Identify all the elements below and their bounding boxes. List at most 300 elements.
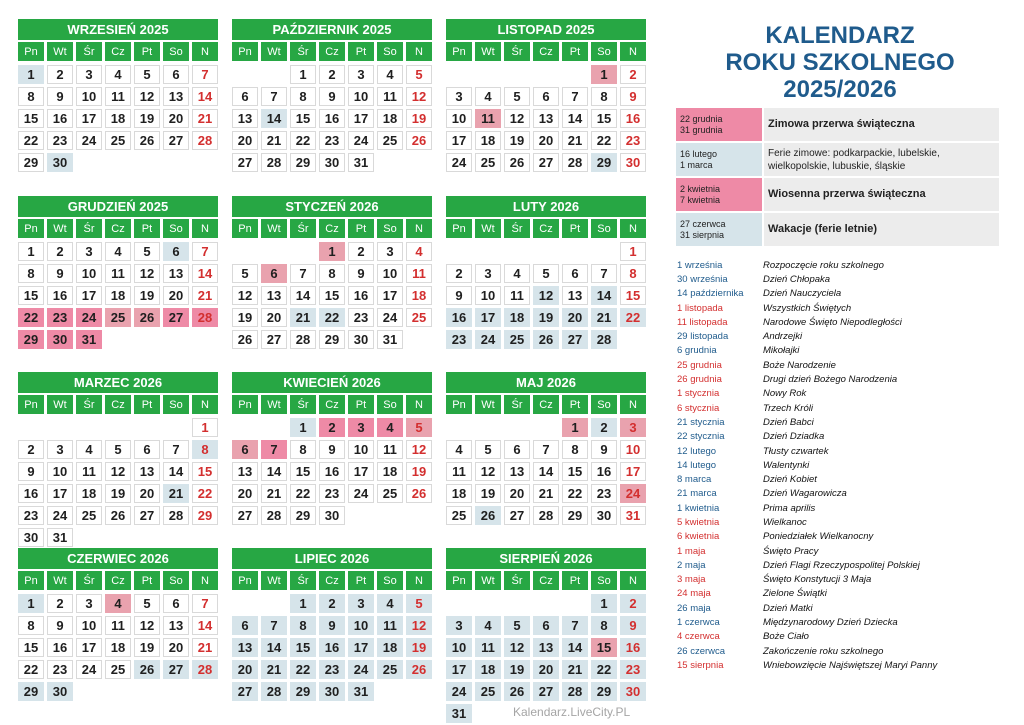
day-cell[interactable]: 16 (620, 109, 646, 128)
day-cell[interactable]: 1 (591, 594, 617, 613)
day-cell[interactable]: 15 (319, 286, 345, 305)
day-cell[interactable]: 4 (475, 616, 501, 635)
day-cell[interactable]: 4 (475, 87, 501, 106)
day-cell[interactable]: 27 (134, 506, 160, 525)
day-cell[interactable]: 20 (533, 131, 559, 150)
day-cell[interactable]: 23 (319, 131, 345, 150)
day-cell[interactable]: 7 (261, 440, 287, 459)
day-cell[interactable]: 1 (319, 242, 345, 261)
day-cell[interactable]: 8 (319, 264, 345, 283)
day-cell[interactable]: 27 (232, 506, 258, 525)
day-cell[interactable]: 12 (134, 264, 160, 283)
day-cell[interactable]: 5 (406, 594, 432, 613)
day-cell[interactable]: 17 (446, 131, 472, 150)
day-cell[interactable]: 15 (620, 286, 646, 305)
day-cell[interactable]: 11 (377, 616, 403, 635)
day-cell[interactable]: 17 (475, 308, 501, 327)
day-cell[interactable]: 28 (261, 682, 287, 701)
day-cell[interactable]: 9 (319, 440, 345, 459)
day-cell[interactable]: 9 (348, 264, 374, 283)
day-cell[interactable]: 9 (591, 440, 617, 459)
day-cell[interactable]: 16 (18, 484, 44, 503)
day-cell[interactable]: 28 (261, 506, 287, 525)
day-cell[interactable]: 10 (47, 462, 73, 481)
day-cell[interactable]: 18 (105, 109, 131, 128)
day-cell[interactable]: 11 (475, 638, 501, 657)
day-cell[interactable]: 22 (620, 308, 646, 327)
day-cell[interactable]: 17 (76, 109, 102, 128)
day-cell[interactable]: 2 (47, 65, 73, 84)
day-cell[interactable]: 31 (348, 153, 374, 172)
day-cell[interactable]: 18 (406, 286, 432, 305)
day-cell[interactable]: 16 (47, 109, 73, 128)
day-cell[interactable]: 2 (620, 594, 646, 613)
day-cell[interactable]: 22 (18, 308, 44, 327)
day-cell[interactable]: 5 (504, 616, 530, 635)
day-cell[interactable]: 20 (533, 660, 559, 679)
day-cell[interactable]: 18 (76, 484, 102, 503)
day-cell[interactable]: 22 (290, 131, 316, 150)
day-cell[interactable]: 30 (319, 506, 345, 525)
day-cell[interactable]: 16 (319, 462, 345, 481)
day-cell[interactable]: 11 (377, 87, 403, 106)
day-cell[interactable]: 23 (18, 506, 44, 525)
day-cell[interactable]: 12 (504, 638, 530, 657)
day-cell[interactable]: 20 (261, 308, 287, 327)
day-cell[interactable]: 24 (620, 484, 646, 503)
day-cell[interactable]: 29 (319, 330, 345, 349)
day-cell[interactable]: 2 (319, 418, 345, 437)
day-cell[interactable]: 11 (377, 440, 403, 459)
day-cell[interactable]: 27 (504, 506, 530, 525)
day-cell[interactable]: 5 (232, 264, 258, 283)
day-cell[interactable]: 30 (47, 153, 73, 172)
day-cell[interactable]: 15 (192, 462, 218, 481)
day-cell[interactable]: 13 (562, 286, 588, 305)
day-cell[interactable]: 5 (475, 440, 501, 459)
day-cell[interactable]: 24 (348, 131, 374, 150)
day-cell[interactable]: 7 (562, 87, 588, 106)
day-cell[interactable]: 8 (290, 616, 316, 635)
day-cell[interactable]: 16 (319, 638, 345, 657)
day-cell[interactable]: 26 (406, 484, 432, 503)
day-cell[interactable]: 17 (620, 462, 646, 481)
day-cell[interactable]: 3 (446, 87, 472, 106)
day-cell[interactable]: 23 (47, 308, 73, 327)
day-cell[interactable]: 6 (533, 616, 559, 635)
day-cell[interactable]: 4 (105, 242, 131, 261)
day-cell[interactable]: 16 (47, 638, 73, 657)
day-cell[interactable]: 5 (134, 242, 160, 261)
day-cell[interactable]: 24 (76, 308, 102, 327)
day-cell[interactable]: 21 (261, 131, 287, 150)
day-cell[interactable]: 9 (446, 286, 472, 305)
day-cell[interactable]: 4 (406, 242, 432, 261)
day-cell[interactable]: 6 (232, 616, 258, 635)
day-cell[interactable]: 27 (163, 308, 189, 327)
day-cell[interactable]: 31 (47, 528, 73, 547)
day-cell[interactable]: 22 (591, 131, 617, 150)
day-cell[interactable]: 18 (446, 484, 472, 503)
day-cell[interactable]: 29 (290, 506, 316, 525)
day-cell[interactable]: 18 (475, 660, 501, 679)
day-cell[interactable]: 3 (348, 594, 374, 613)
day-cell[interactable]: 13 (232, 462, 258, 481)
day-cell[interactable]: 3 (446, 616, 472, 635)
day-cell[interactable]: 4 (105, 65, 131, 84)
day-cell[interactable]: 23 (591, 484, 617, 503)
day-cell[interactable]: 27 (562, 330, 588, 349)
day-cell[interactable]: 20 (232, 484, 258, 503)
day-cell[interactable]: 8 (562, 440, 588, 459)
day-cell[interactable]: 24 (348, 660, 374, 679)
day-cell[interactable]: 26 (406, 131, 432, 150)
day-cell[interactable]: 24 (446, 682, 472, 701)
day-cell[interactable]: 8 (18, 616, 44, 635)
day-cell[interactable]: 12 (504, 109, 530, 128)
day-cell[interactable]: 7 (192, 594, 218, 613)
day-cell[interactable]: 28 (192, 660, 218, 679)
day-cell[interactable]: 16 (319, 109, 345, 128)
day-cell[interactable]: 23 (620, 131, 646, 150)
day-cell[interactable]: 28 (533, 506, 559, 525)
day-cell[interactable]: 15 (562, 462, 588, 481)
day-cell[interactable]: 27 (163, 660, 189, 679)
day-cell[interactable]: 5 (406, 65, 432, 84)
day-cell[interactable]: 12 (406, 440, 432, 459)
day-cell[interactable]: 24 (475, 330, 501, 349)
day-cell[interactable]: 19 (134, 638, 160, 657)
day-cell[interactable]: 6 (163, 242, 189, 261)
day-cell[interactable]: 19 (232, 308, 258, 327)
day-cell[interactable]: 9 (18, 462, 44, 481)
day-cell[interactable]: 18 (105, 286, 131, 305)
day-cell[interactable]: 7 (192, 65, 218, 84)
day-cell[interactable]: 30 (18, 528, 44, 547)
day-cell[interactable]: 25 (377, 484, 403, 503)
day-cell[interactable]: 11 (76, 462, 102, 481)
day-cell[interactable]: 30 (319, 682, 345, 701)
day-cell[interactable]: 16 (47, 286, 73, 305)
day-cell[interactable]: 30 (620, 153, 646, 172)
day-cell[interactable]: 7 (533, 440, 559, 459)
day-cell[interactable]: 28 (562, 153, 588, 172)
day-cell[interactable]: 10 (348, 87, 374, 106)
day-cell[interactable]: 18 (504, 308, 530, 327)
day-cell[interactable]: 6 (504, 440, 530, 459)
day-cell[interactable]: 30 (591, 506, 617, 525)
day-cell[interactable]: 15 (290, 638, 316, 657)
day-cell[interactable]: 29 (591, 682, 617, 701)
day-cell[interactable]: 13 (232, 638, 258, 657)
day-cell[interactable]: 8 (290, 440, 316, 459)
day-cell[interactable]: 3 (620, 418, 646, 437)
day-cell[interactable]: 4 (377, 594, 403, 613)
day-cell[interactable]: 7 (261, 87, 287, 106)
day-cell[interactable]: 21 (591, 308, 617, 327)
day-cell[interactable]: 25 (475, 153, 501, 172)
day-cell[interactable]: 29 (18, 330, 44, 349)
day-cell[interactable]: 3 (348, 418, 374, 437)
day-cell[interactable]: 19 (134, 109, 160, 128)
day-cell[interactable]: 4 (377, 65, 403, 84)
day-cell[interactable]: 14 (533, 462, 559, 481)
day-cell[interactable]: 3 (76, 65, 102, 84)
day-cell[interactable]: 6 (232, 440, 258, 459)
day-cell[interactable]: 27 (533, 153, 559, 172)
day-cell[interactable]: 14 (192, 616, 218, 635)
day-cell[interactable]: 4 (446, 440, 472, 459)
day-cell[interactable]: 13 (232, 109, 258, 128)
day-cell[interactable]: 3 (377, 242, 403, 261)
day-cell[interactable]: 11 (105, 616, 131, 635)
day-cell[interactable]: 28 (562, 682, 588, 701)
day-cell[interactable]: 14 (261, 638, 287, 657)
day-cell[interactable]: 20 (562, 308, 588, 327)
day-cell[interactable]: 27 (261, 330, 287, 349)
day-cell[interactable]: 31 (377, 330, 403, 349)
day-cell[interactable]: 20 (163, 286, 189, 305)
day-cell[interactable]: 13 (533, 109, 559, 128)
day-cell[interactable]: 11 (504, 286, 530, 305)
day-cell[interactable]: 9 (319, 87, 345, 106)
day-cell[interactable]: 8 (18, 264, 44, 283)
day-cell[interactable]: 29 (290, 153, 316, 172)
day-cell[interactable]: 1 (562, 418, 588, 437)
day-cell[interactable]: 19 (105, 484, 131, 503)
day-cell[interactable]: 24 (47, 506, 73, 525)
day-cell[interactable]: 10 (377, 264, 403, 283)
day-cell[interactable]: 6 (163, 65, 189, 84)
day-cell[interactable]: 25 (377, 131, 403, 150)
day-cell[interactable]: 20 (163, 109, 189, 128)
day-cell[interactable]: 9 (47, 264, 73, 283)
day-cell[interactable]: 3 (47, 440, 73, 459)
day-cell[interactable]: 7 (163, 440, 189, 459)
day-cell[interactable]: 14 (261, 109, 287, 128)
day-cell[interactable]: 12 (105, 462, 131, 481)
day-cell[interactable]: 13 (261, 286, 287, 305)
day-cell[interactable]: 26 (134, 131, 160, 150)
day-cell[interactable]: 17 (76, 286, 102, 305)
day-cell[interactable]: 21 (533, 484, 559, 503)
day-cell[interactable]: 29 (18, 682, 44, 701)
day-cell[interactable]: 19 (533, 308, 559, 327)
day-cell[interactable]: 22 (18, 660, 44, 679)
day-cell[interactable]: 11 (406, 264, 432, 283)
day-cell[interactable]: 19 (475, 484, 501, 503)
day-cell[interactable]: 15 (290, 109, 316, 128)
day-cell[interactable]: 24 (76, 660, 102, 679)
day-cell[interactable]: 18 (105, 638, 131, 657)
day-cell[interactable]: 16 (348, 286, 374, 305)
day-cell[interactable]: 10 (446, 109, 472, 128)
day-cell[interactable]: 7 (591, 264, 617, 283)
day-cell[interactable]: 6 (134, 440, 160, 459)
day-cell[interactable]: 9 (47, 87, 73, 106)
day-cell[interactable]: 1 (290, 65, 316, 84)
day-cell[interactable]: 12 (533, 286, 559, 305)
day-cell[interactable]: 6 (261, 264, 287, 283)
day-cell[interactable]: 15 (18, 638, 44, 657)
day-cell[interactable]: 13 (504, 462, 530, 481)
day-cell[interactable]: 30 (348, 330, 374, 349)
day-cell[interactable]: 15 (591, 638, 617, 657)
day-cell[interactable]: 22 (591, 660, 617, 679)
day-cell[interactable]: 18 (377, 462, 403, 481)
day-cell[interactable]: 3 (76, 242, 102, 261)
day-cell[interactable]: 1 (620, 242, 646, 261)
day-cell[interactable]: 19 (406, 462, 432, 481)
day-cell[interactable]: 22 (290, 484, 316, 503)
day-cell[interactable]: 25 (76, 506, 102, 525)
day-cell[interactable]: 25 (406, 308, 432, 327)
day-cell[interactable]: 22 (290, 660, 316, 679)
day-cell[interactable]: 8 (591, 87, 617, 106)
day-cell[interactable]: 10 (446, 638, 472, 657)
day-cell[interactable]: 9 (620, 616, 646, 635)
day-cell[interactable]: 25 (105, 131, 131, 150)
day-cell[interactable]: 21 (261, 660, 287, 679)
day-cell[interactable]: 26 (134, 660, 160, 679)
day-cell[interactable]: 8 (290, 87, 316, 106)
day-cell[interactable]: 4 (76, 440, 102, 459)
day-cell[interactable]: 12 (232, 286, 258, 305)
day-cell[interactable]: 26 (232, 330, 258, 349)
day-cell[interactable]: 2 (319, 65, 345, 84)
day-cell[interactable]: 4 (504, 264, 530, 283)
day-cell[interactable]: 24 (446, 153, 472, 172)
day-cell[interactable]: 3 (348, 65, 374, 84)
day-cell[interactable]: 17 (348, 109, 374, 128)
day-cell[interactable]: 2 (18, 440, 44, 459)
day-cell[interactable]: 8 (18, 87, 44, 106)
day-cell[interactable]: 24 (348, 484, 374, 503)
day-cell[interactable]: 1 (591, 65, 617, 84)
day-cell[interactable]: 11 (475, 109, 501, 128)
day-cell[interactable]: 10 (475, 286, 501, 305)
day-cell[interactable]: 30 (319, 153, 345, 172)
day-cell[interactable]: 30 (47, 330, 73, 349)
day-cell[interactable]: 29 (591, 153, 617, 172)
day-cell[interactable]: 28 (163, 506, 189, 525)
day-cell[interactable]: 5 (105, 440, 131, 459)
day-cell[interactable]: 30 (620, 682, 646, 701)
day-cell[interactable]: 6 (163, 594, 189, 613)
day-cell[interactable]: 23 (348, 308, 374, 327)
day-cell[interactable]: 20 (163, 638, 189, 657)
day-cell[interactable]: 15 (591, 109, 617, 128)
day-cell[interactable]: 5 (504, 87, 530, 106)
day-cell[interactable]: 30 (47, 682, 73, 701)
day-cell[interactable]: 13 (163, 264, 189, 283)
day-cell[interactable]: 17 (377, 286, 403, 305)
day-cell[interactable]: 29 (192, 506, 218, 525)
day-cell[interactable]: 21 (290, 308, 316, 327)
day-cell[interactable]: 1 (18, 594, 44, 613)
day-cell[interactable]: 25 (105, 660, 131, 679)
day-cell[interactable]: 24 (76, 131, 102, 150)
day-cell[interactable]: 16 (446, 308, 472, 327)
day-cell[interactable]: 12 (406, 87, 432, 106)
day-cell[interactable]: 21 (192, 638, 218, 657)
day-cell[interactable]: 25 (446, 506, 472, 525)
day-cell[interactable]: 16 (591, 462, 617, 481)
day-cell[interactable]: 13 (163, 87, 189, 106)
day-cell[interactable]: 2 (591, 418, 617, 437)
day-cell[interactable]: 26 (504, 682, 530, 701)
day-cell[interactable]: 22 (562, 484, 588, 503)
day-cell[interactable]: 10 (76, 264, 102, 283)
day-cell[interactable]: 20 (504, 484, 530, 503)
day-cell[interactable]: 13 (533, 638, 559, 657)
day-cell[interactable]: 9 (47, 616, 73, 635)
day-cell[interactable]: 23 (620, 660, 646, 679)
day-cell[interactable]: 12 (134, 87, 160, 106)
day-cell[interactable]: 20 (232, 660, 258, 679)
day-cell[interactable]: 26 (533, 330, 559, 349)
day-cell[interactable]: 3 (475, 264, 501, 283)
day-cell[interactable]: 22 (192, 484, 218, 503)
day-cell[interactable]: 19 (406, 638, 432, 657)
day-cell[interactable]: 28 (591, 330, 617, 349)
day-cell[interactable]: 21 (192, 109, 218, 128)
day-cell[interactable]: 23 (47, 660, 73, 679)
day-cell[interactable]: 14 (163, 462, 189, 481)
day-cell[interactable]: 31 (446, 704, 472, 723)
day-cell[interactable]: 22 (18, 131, 44, 150)
day-cell[interactable]: 19 (504, 660, 530, 679)
day-cell[interactable]: 31 (620, 506, 646, 525)
day-cell[interactable]: 5 (406, 418, 432, 437)
day-cell[interactable]: 22 (319, 308, 345, 327)
day-cell[interactable]: 6 (533, 87, 559, 106)
day-cell[interactable]: 6 (232, 87, 258, 106)
day-cell[interactable]: 14 (261, 462, 287, 481)
day-cell[interactable]: 9 (319, 616, 345, 635)
day-cell[interactable]: 28 (192, 308, 218, 327)
day-cell[interactable]: 23 (446, 330, 472, 349)
day-cell[interactable]: 28 (261, 153, 287, 172)
day-cell[interactable]: 19 (134, 286, 160, 305)
day-cell[interactable]: 2 (47, 594, 73, 613)
day-cell[interactable]: 19 (406, 109, 432, 128)
day-cell[interactable]: 5 (533, 264, 559, 283)
day-cell[interactable]: 25 (504, 330, 530, 349)
day-cell[interactable]: 2 (348, 242, 374, 261)
day-cell[interactable]: 14 (192, 87, 218, 106)
day-cell[interactable]: 28 (192, 131, 218, 150)
day-cell[interactable]: 14 (290, 286, 316, 305)
day-cell[interactable]: 26 (134, 308, 160, 327)
day-cell[interactable]: 27 (232, 153, 258, 172)
day-cell[interactable]: 21 (261, 484, 287, 503)
day-cell[interactable]: 17 (446, 660, 472, 679)
day-cell[interactable]: 20 (232, 131, 258, 150)
day-cell[interactable]: 29 (290, 682, 316, 701)
day-cell[interactable]: 2 (620, 65, 646, 84)
day-cell[interactable]: 17 (348, 462, 374, 481)
day-cell[interactable]: 17 (76, 638, 102, 657)
day-cell[interactable]: 7 (290, 264, 316, 283)
day-cell[interactable]: 10 (76, 616, 102, 635)
day-cell[interactable]: 3 (76, 594, 102, 613)
day-cell[interactable]: 14 (562, 638, 588, 657)
day-cell[interactable]: 14 (591, 286, 617, 305)
day-cell[interactable]: 8 (192, 440, 218, 459)
day-cell[interactable]: 31 (348, 682, 374, 701)
day-cell[interactable]: 9 (620, 87, 646, 106)
